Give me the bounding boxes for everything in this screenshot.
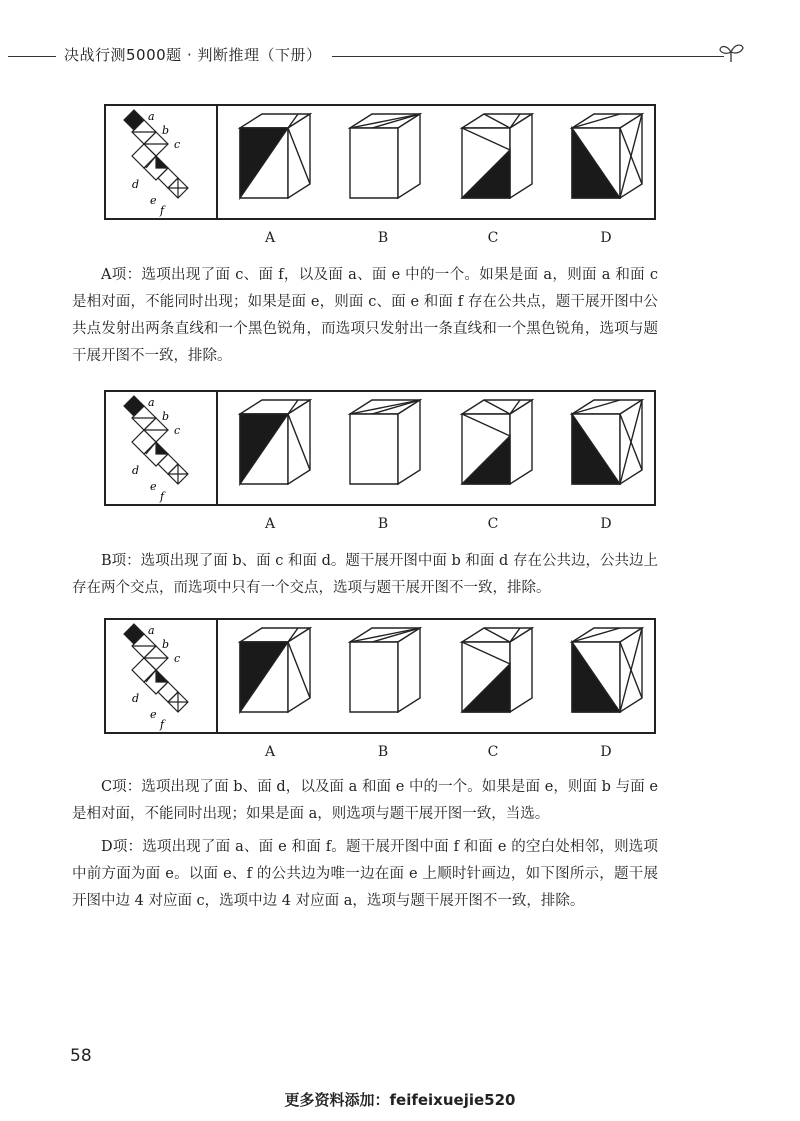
figure-2-option-labels: [210, 516, 650, 536]
cube-net-diagram: [106, 106, 214, 218]
net-label-a: a: [148, 396, 155, 409]
net-label-e: e: [150, 480, 157, 493]
paragraph-option-c: C项：选项出现了面 b、面 d，以及面 a 和面 e 中的一个。如果是面 e，则面 b 与面 e 是相对面，不能同时出现；如果是面 a，则选项与题干展开图一致，当选。: [72, 779, 658, 822]
page-header: [0, 40, 800, 70]
cube-option-b: [350, 114, 420, 198]
option-label-b: B: [377, 230, 389, 246]
figure-3-net: [106, 620, 218, 732]
net-label-c: c: [174, 138, 181, 151]
cube-option-c: [462, 400, 532, 484]
option-label-b: B: [377, 516, 389, 532]
cube-options-diagram: [218, 620, 654, 732]
net-label-f: f: [160, 204, 165, 217]
page-number: 58: [70, 1046, 92, 1066]
cube-option-d: [572, 400, 642, 484]
header-rule-left: [8, 56, 56, 57]
net-label-e: e: [150, 708, 157, 721]
option-label-b: B: [377, 744, 389, 760]
net-label-b: b: [162, 410, 170, 423]
paragraph-option-b: B项：选项出现了面 b、面 c 和面 d。题干展开图中面 b 和面 d 存在公共边，公共边上存在两个交点，而选项中只有一个交点，选项与题干展开图不一致，排除。: [72, 553, 658, 596]
footer-note: 更多资料添加：feifeixuejie520: [284, 1091, 516, 1109]
cube-option-d: [572, 628, 642, 712]
net-label-c: c: [174, 652, 181, 665]
figure-2-options: [218, 392, 654, 504]
figure-3: [104, 618, 656, 734]
header-title: 决战行测5000题 · 判断推理（下册）: [64, 46, 322, 64]
net-label-d: d: [132, 464, 140, 477]
figure-1: [104, 104, 656, 220]
option-label-a: A: [264, 516, 276, 532]
net-label-f: f: [160, 718, 165, 731]
sprout-icon: [716, 40, 746, 64]
paragraph-option-d: D项：选项出现了面 a、面 e 和面 f。题干展开图中面 f 和面 e 的空白处相邻，则选项中前方面为面 e。以面 e、f 的公共边为唯一边在面 e 上顺时针画边，如下图所示，题干展开图中边 4 对应面 c，选项中边 4 对应面 a，选项与题干展开图不一致，排除。: [72, 839, 658, 909]
cube-option-b: [350, 628, 420, 712]
figure-2-net: [106, 392, 218, 504]
net-label-b: b: [162, 638, 170, 651]
figure-3-options: [218, 620, 654, 732]
cube-option-d: [572, 114, 642, 198]
option-label-c: C: [487, 516, 499, 532]
cube-net-diagram: [106, 620, 214, 732]
option-label-c: C: [487, 230, 499, 246]
net-label-e: e: [150, 194, 157, 207]
figure-1-net: [106, 106, 218, 218]
paragraph-option-a: A项：选项出现了面 c、面 f，以及面 a、面 e 中的一个。如果是面 a，则面 a 和面 c 是相对面，不能同时出现；如果是面 e，则面 c、面 e 和面 f 存在公共点，题干展开图中公共点发射出两条直线和一个黑色锐角，而选项只发射出一条直线和一个黑色锐角，选项与题干展开图不一致，排除。: [72, 267, 658, 364]
cube-option-a: [240, 628, 310, 712]
figure-1-option-labels: [210, 230, 650, 250]
option-label-d: D: [600, 230, 612, 246]
net-label-d: d: [132, 692, 140, 705]
cube-option-a: [240, 400, 310, 484]
net-label-a: a: [148, 110, 155, 123]
cube-option-c: [462, 114, 532, 198]
net-label-b: b: [162, 124, 170, 137]
option-label-c: C: [487, 744, 499, 760]
header-rule-right: [332, 56, 724, 57]
figure-3-option-labels: [210, 744, 650, 764]
figure-1-options: [218, 106, 654, 218]
net-label-d: d: [132, 178, 140, 191]
option-label-a: A: [264, 744, 276, 760]
cube-options-diagram: [218, 106, 654, 218]
net-label-c: c: [174, 424, 181, 437]
option-label-d: D: [600, 516, 612, 532]
cube-option-b: [350, 400, 420, 484]
net-label-a: a: [148, 624, 155, 637]
cube-net-diagram: [106, 392, 214, 504]
net-label-f: f: [160, 490, 165, 503]
cube-options-diagram: [218, 392, 654, 504]
cube-option-a: [240, 114, 310, 198]
option-label-d: D: [600, 744, 612, 760]
figure-2: [104, 390, 656, 506]
option-label-a: A: [264, 230, 276, 246]
cube-option-c: [462, 628, 532, 712]
